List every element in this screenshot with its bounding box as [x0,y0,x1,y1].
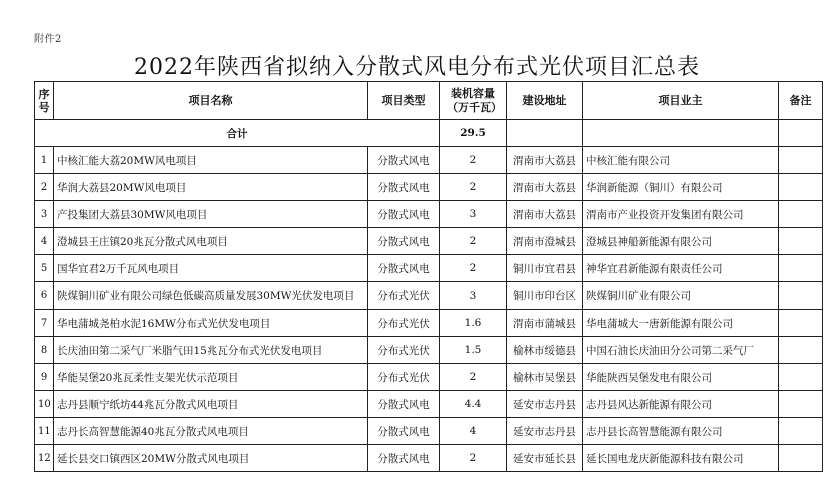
cell-project-type: 分散式风电 [368,445,440,472]
cell-project-type: 分布式光伏 [368,337,440,364]
cell-index: 3 [35,201,54,228]
total-value: 29.5 [440,120,507,147]
total-location-empty [507,120,583,147]
project-summary-table [34,81,823,472]
cell-owner: 志丹县风达新能源有限公司 [583,391,779,418]
cell-project-name: 产投集团大荔县30MW风电项目 [54,201,368,228]
table-row [35,445,823,472]
table-row [35,337,823,364]
cell-index: 1 [35,147,54,174]
cell-note [779,364,823,391]
total-owner-empty [583,120,779,147]
cell-owner: 中核汇能有限公司 [583,147,779,174]
attachment-label: 附件2 [34,34,62,45]
header-capacity-text: 装机容量（万千瓦） [447,86,502,114]
cell-location: 渭南市大荔县 [507,147,583,174]
cell-owner: 澄城县神船新能源有限公司 [583,228,779,255]
page-title: 2022年陕西省拟纳入分散式风电分布式光伏项目汇总表 [134,55,700,80]
cell-index: 2 [35,174,54,201]
cell-capacity: 2 [440,364,507,391]
table-row [35,310,823,337]
table-row [35,201,823,228]
cell-note [779,201,823,228]
cell-note [779,147,823,174]
cell-index: 5 [35,255,54,282]
total-note-empty [779,120,823,147]
cell-note [779,337,823,364]
cell-location: 渭南市蒲城县 [507,310,583,337]
cell-owner: 中国石油长庆油田分公司第二采气厂 [583,337,779,364]
cell-capacity: 3 [440,282,507,310]
cell-project-name: 延长县交口镇西区20MW分散式风电项目 [54,445,368,472]
header-name: 项目名称 [54,82,368,120]
cell-capacity: 3 [440,201,507,228]
cell-capacity: 2 [440,445,507,472]
cell-project-type: 分散式风电 [368,391,440,418]
cell-index: 12 [35,445,54,472]
cell-location: 延安市志丹县 [507,418,583,445]
table-row [35,228,823,255]
cell-project-type: 分散式风电 [368,201,440,228]
header-index [35,82,54,120]
cell-owner: 志丹县长高智慧能源有限公司 [583,418,779,445]
cell-index: 8 [35,337,54,364]
cell-owner: 陕煤铜川矿业有限公司 [583,282,779,310]
cell-capacity: 4.4 [440,391,507,418]
cell-capacity: 4 [440,418,507,445]
table-row [35,174,823,201]
table-row [35,418,823,445]
cell-note [779,310,823,337]
cell-capacity: 2 [440,147,507,174]
cell-location: 渭南市澄城县 [507,228,583,255]
cell-project-name: 中核汇能大荔20MW风电项目 [54,147,368,174]
cell-index: 9 [35,364,54,391]
cell-index: 11 [35,418,54,445]
header-note: 备注 [779,82,823,120]
cell-capacity: 2 [440,228,507,255]
cell-location: 铜川市印台区 [507,282,583,310]
table-row [35,391,823,418]
cell-project-name: 国华宜君2万千瓦风电项目 [54,255,368,282]
cell-project-type: 分布式光伏 [368,310,440,337]
total-row [35,120,823,147]
cell-note [779,445,823,472]
cell-project-type: 分散式风电 [368,147,440,174]
cell-project-name: 志丹长高智慧能源40兆瓦分散式风电项目 [54,418,368,445]
cell-capacity: 2 [440,255,507,282]
cell-project-name: 澄城县王庄镇20兆瓦分散式风电项目 [54,228,368,255]
cell-project-type: 分散式风电 [368,174,440,201]
cell-project-type: 分散式风电 [368,255,440,282]
cell-project-type: 分布式光伏 [368,364,440,391]
cell-capacity: 1.5 [440,337,507,364]
total-label: 合计 [35,120,440,147]
header-type: 项目类型 [368,82,440,120]
cell-project-type: 分散式风电 [368,228,440,255]
cell-owner: 延长国电龙庆新能源科技有限公司 [583,445,779,472]
cell-project-type: 分布式光伏 [368,282,440,310]
cell-owner: 华润新能源（铜川）有限公司 [583,174,779,201]
cell-location: 渭南市大荔县 [507,201,583,228]
table-row [35,147,823,174]
cell-index: 7 [35,310,54,337]
header-location: 建设地址 [507,82,583,120]
cell-index: 4 [35,228,54,255]
cell-project-name: 华润大荔县20MW风电项目 [54,174,368,201]
header-capacity [440,82,507,120]
cell-location: 铜川市宜君县 [507,255,583,282]
cell-project-name: 华电蒲城尧柏水泥16MW分布式光伏发电项目 [54,310,368,337]
cell-project-name: 志丹县顺宁纸坊44兆瓦分散式风电项目 [54,391,368,418]
cell-index: 10 [35,391,54,418]
cell-index: 6 [35,282,54,310]
cell-location: 渭南市大荔县 [507,174,583,201]
table-row [35,364,823,391]
cell-project-type: 分散式风电 [368,418,440,445]
header-index-text: 序号 [38,87,50,114]
cell-location: 延安市延长县 [507,445,583,472]
cell-note [779,255,823,282]
cell-location: 榆林市吴堡县 [507,364,583,391]
cell-capacity: 2 [440,174,507,201]
cell-location: 榆林市绥德县 [507,337,583,364]
cell-location: 延安市志丹县 [507,391,583,418]
table-header-row [35,82,823,120]
table-row [35,255,823,282]
cell-project-name: 华能吴堡20兆瓦柔性支架光伏示范项目 [54,364,368,391]
header-owner: 项目业主 [583,82,779,120]
cell-owner: 渭南市产业投资开发集团有限公司 [583,201,779,228]
cell-note [779,391,823,418]
cell-note [779,282,823,310]
cell-note [779,174,823,201]
cell-owner: 神华宜君新能源有限责任公司 [583,255,779,282]
cell-project-name: 长庆油田第二采气厂米脂气田15兆瓦分布式光伏发电项目 [54,337,368,364]
cell-note [779,228,823,255]
cell-note [779,418,823,445]
table-row [35,282,823,310]
cell-project-name: 陕煤铜川矿业有限公司绿色低碳高质量发展30MW光伏发电项目 [54,282,368,310]
cell-owner: 华电蒲城大一唐新能源有限公司 [583,310,779,337]
cell-capacity: 1.6 [440,310,507,337]
cell-owner: 华能陕西吴堡发电有限公司 [583,364,779,391]
